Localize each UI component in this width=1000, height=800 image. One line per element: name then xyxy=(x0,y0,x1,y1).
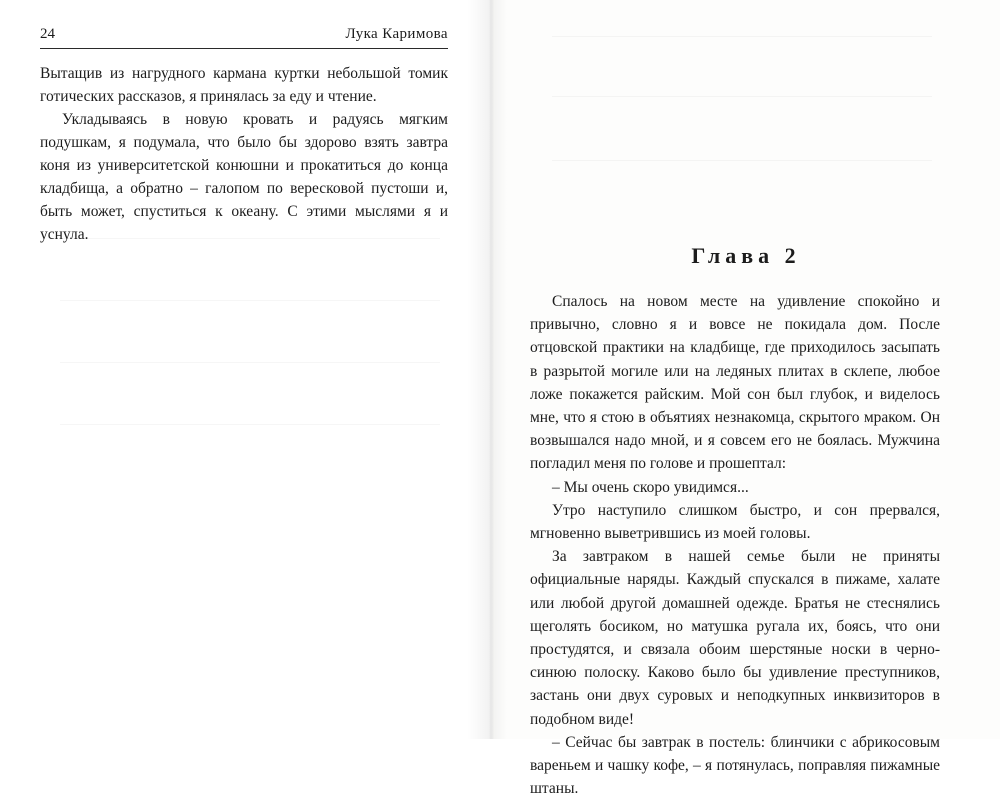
paragraph: Укладываясь в новую кровать и радуясь мягким подушкам, я подумала, что было бы здорово взять завтра коня из университетской конюшни и прокатиться до конца кладбища, а обратно – галопом по вересковой пустоши и, быть может, спуститься к океану. С этими мыслями я и уснула. xyxy=(40,111,448,243)
dialogue-line: – Мы очень скоро увидимся... xyxy=(552,478,749,496)
paragraph: Утро наступило слишком быстро, и сон прервался, мгновенно выветрившись из моей головы. xyxy=(530,501,940,543)
show-through-line xyxy=(60,238,440,239)
running-head xyxy=(40,24,448,49)
right-page xyxy=(492,0,1000,798)
left-text-block xyxy=(40,62,448,246)
page-number: 24 xyxy=(40,26,55,42)
show-through-line xyxy=(60,300,440,301)
right-text-block xyxy=(530,290,940,800)
author-name: Лука Каримова xyxy=(345,26,448,42)
chapter-title: Глава 2 xyxy=(691,243,801,268)
show-through-line xyxy=(552,96,932,97)
paragraph: За завтраком в нашей семье были не приняты официальные наряды. Каждый спускался в пижаме, халате или любой другой домашней одежде. Братья не стеснялись щеголять босиком, но матушка ругала их, боясь, что они простудятся, и связала обоим шерстяные носки в черно-синюю полоску. Каково было бы удивление преступников, застань они двух суровых и неподкупных инквизиторов в подобном виде! xyxy=(530,548,940,728)
show-through-line xyxy=(60,362,440,363)
show-through-line xyxy=(552,36,932,37)
dialogue-line: – Сейчас бы завтрак в постель: блинчики с абрикосовым вареньем и чашку кофе, – я потянулась, поправляя пижамные штаны. xyxy=(530,733,940,798)
left-page xyxy=(0,0,492,739)
paragraph: Вытащив из нагрудного кармана куртки небольшой томик готических рассказов, я принялась за еду и чтение. xyxy=(40,65,448,105)
show-through-line xyxy=(552,160,932,161)
show-through-line xyxy=(60,424,440,425)
paragraph: Спалось на новом месте на удивление спокойно и привычно, словно я и вовсе не покидала дом. После отцовской практики на кладбище, где приходилось засыпать в разрытой могиле или на ледяных плитах в склепе, любое ложе покажется райским. Мой сон был глубок, и виделось мне, что я стою в объятиях незнакомца, скрытого мраком. Он возвышался надо мной, и я совсем его не боялась. Мужчина погладил меня по голове и прошептал: xyxy=(530,293,940,473)
